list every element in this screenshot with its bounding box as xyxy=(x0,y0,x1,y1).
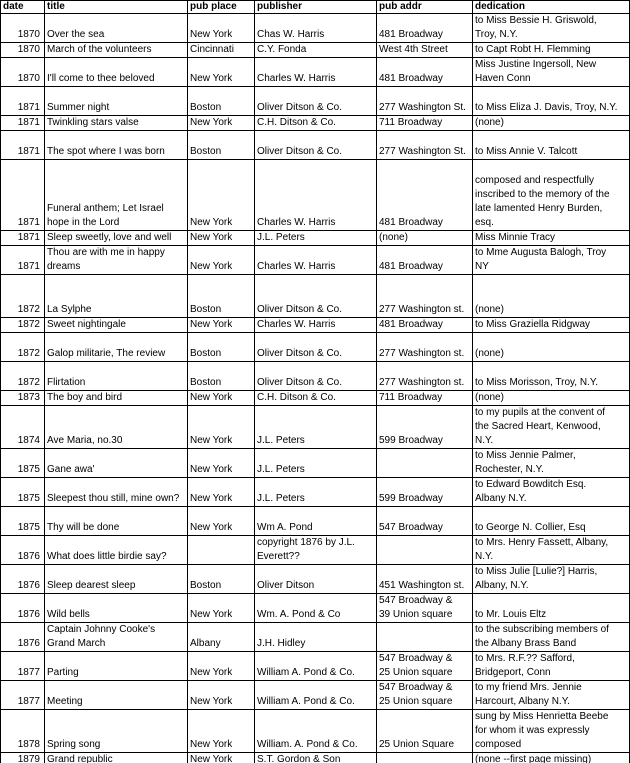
cell-publisher[interactable]: Oliver Ditson & Co. xyxy=(255,333,377,362)
cell-dedication[interactable]: to Miss Eliza J. Davis, Troy, N.Y. xyxy=(473,87,630,116)
cell-pub-place[interactable]: Cincinnati xyxy=(188,43,255,58)
cell-pub-addr[interactable]: 277 Washington St. xyxy=(377,87,473,116)
cell-dedication[interactable]: Miss Minnie Tracy xyxy=(473,231,630,246)
cell-pub-addr[interactable] xyxy=(377,449,473,478)
table-row xyxy=(1,333,630,362)
table-body xyxy=(1,14,630,763)
cell-pub-place[interactable]: New York xyxy=(188,652,255,681)
cell-pub-place[interactable]: New York xyxy=(188,594,255,623)
table-row xyxy=(1,565,630,594)
cell-date[interactable]: 1870 xyxy=(1,14,45,43)
cell-pub-addr[interactable]: 277 Washington St. xyxy=(377,131,473,160)
header-date[interactable]: date xyxy=(1,1,45,14)
cell-dedication[interactable]: to my friend Mrs. Jennie Harcourt, Albany N.Y. xyxy=(473,681,630,710)
cell-date[interactable]: 1875 xyxy=(1,507,45,536)
cell-pub-addr[interactable]: 277 Washington st. xyxy=(377,362,473,391)
cell-pub-place[interactable]: New York xyxy=(188,507,255,536)
table-row xyxy=(1,362,630,391)
table-row xyxy=(1,536,630,565)
cell-pub-addr[interactable]: West 4th Street xyxy=(377,43,473,58)
cell-date[interactable]: 1879 xyxy=(1,753,45,763)
cell-pub-addr[interactable]: 481 Broadway xyxy=(377,58,473,87)
cell-publisher[interactable]: Oliver Ditson xyxy=(255,565,377,594)
cell-pub-addr[interactable]: 547 Broadway & 25 Union square xyxy=(377,681,473,710)
cell-pub-place[interactable]: New York xyxy=(188,478,255,507)
cell-date[interactable]: 1871 xyxy=(1,116,45,131)
cell-dedication[interactable]: to Miss Morisson, Troy, N.Y. xyxy=(473,362,630,391)
cell-title[interactable]: La Sylphe xyxy=(45,275,188,318)
cell-pub-place[interactable]: New York xyxy=(188,753,255,763)
cell-dedication[interactable]: (none) xyxy=(473,333,630,362)
cell-pub-addr[interactable]: 547 Broadway & 39 Union square xyxy=(377,594,473,623)
cell-date[interactable]: 1871 xyxy=(1,246,45,275)
cell-dedication[interactable]: (none) xyxy=(473,391,630,406)
cell-title[interactable]: Spring song xyxy=(45,710,188,753)
cell-pub-addr[interactable] xyxy=(377,753,473,763)
cell-title[interactable]: Captain Johnny Cooke's Grand March xyxy=(45,623,188,652)
cell-pub-place[interactable]: New York xyxy=(188,246,255,275)
cell-title[interactable]: Ave Maria, no.30 xyxy=(45,406,188,449)
cell-pub-place[interactable]: New York xyxy=(188,14,255,43)
cell-date[interactable]: 1876 xyxy=(1,565,45,594)
cell-publisher[interactable]: Oliver Ditson & Co. xyxy=(255,275,377,318)
cell-publisher[interactable]: Oliver Ditson & Co. xyxy=(255,362,377,391)
cell-title[interactable]: Funeral anthem; Let Israel hope in the Lord xyxy=(45,160,188,231)
cell-title[interactable]: Wild bells xyxy=(45,594,188,623)
cell-pub-place[interactable]: Albany xyxy=(188,623,255,652)
cell-pub-place[interactable] xyxy=(188,536,255,565)
cell-dedication[interactable]: to George N. Collier, Esq xyxy=(473,507,630,536)
cell-title[interactable]: Sleepest thou still, mine own? xyxy=(45,478,188,507)
cell-date[interactable]: 1874 xyxy=(1,406,45,449)
cell-dedication[interactable]: to Mrs. Henry Fassett, Albany, N.Y. xyxy=(473,536,630,565)
header-title[interactable]: title xyxy=(45,1,188,14)
cell-pub-place[interactable]: Boston xyxy=(188,275,255,318)
cell-title[interactable]: Sleep sweetly, love and well xyxy=(45,231,188,246)
cell-publisher[interactable]: J.L. Peters xyxy=(255,478,377,507)
cell-pub-addr[interactable]: 277 Washington st. xyxy=(377,333,473,362)
header-publisher[interactable]: publisher xyxy=(255,1,377,14)
cell-publisher[interactable]: Chas W. Harris xyxy=(255,14,377,43)
cell-publisher[interactable]: C.H. Ditson & Co. xyxy=(255,391,377,406)
table-row xyxy=(1,449,630,478)
cell-date[interactable]: 1872 xyxy=(1,318,45,333)
cell-date[interactable]: 1876 xyxy=(1,594,45,623)
cell-date[interactable]: 1875 xyxy=(1,478,45,507)
cell-date[interactable]: 1871 xyxy=(1,231,45,246)
cell-date[interactable]: 1871 xyxy=(1,131,45,160)
cell-date[interactable]: 1876 xyxy=(1,536,45,565)
cell-title[interactable]: Sleep dearest sleep xyxy=(45,565,188,594)
cell-publisher[interactable]: William A. Pond & Co. xyxy=(255,652,377,681)
cell-title[interactable]: Thou are with me in happy dreams xyxy=(45,246,188,275)
cell-title[interactable]: Grand republic xyxy=(45,753,188,763)
cell-dedication[interactable]: to Miss Bessie H. Griswold, Troy, N.Y. xyxy=(473,14,630,43)
cell-date[interactable]: 1875 xyxy=(1,449,45,478)
cell-dedication[interactable]: to Mr. Louis Eltz xyxy=(473,594,630,623)
cell-dedication[interactable]: to my pupils at the convent of the Sacred Heart, Kenwood, N.Y. xyxy=(473,406,630,449)
cell-publisher[interactable]: Charles W. Harris xyxy=(255,246,377,275)
cell-dedication[interactable]: to Miss Jennie Palmer, Rochester, N.Y. xyxy=(473,449,630,478)
cell-pub-place[interactable]: New York xyxy=(188,391,255,406)
table-row xyxy=(1,58,630,87)
cell-title[interactable]: I'll come to thee beloved xyxy=(45,58,188,87)
cell-publisher[interactable]: Charles W. Harris xyxy=(255,58,377,87)
cell-title[interactable]: Summer night xyxy=(45,87,188,116)
cell-pub-addr[interactable]: (none) xyxy=(377,231,473,246)
table-row xyxy=(1,507,630,536)
cell-publisher[interactable]: C.H. Ditson & Co. xyxy=(255,116,377,131)
header-dedication[interactable]: dedication xyxy=(473,1,630,14)
cell-publisher[interactable]: Oliver Ditson & Co. xyxy=(255,131,377,160)
cell-date[interactable]: 1877 xyxy=(1,652,45,681)
cell-date[interactable]: 1873 xyxy=(1,391,45,406)
cell-title[interactable]: Galop militarie, The review xyxy=(45,333,188,362)
cell-pub-addr[interactable]: 547 Broadway & 25 Union square xyxy=(377,652,473,681)
table-row xyxy=(1,275,630,318)
cell-date[interactable]: 1871 xyxy=(1,160,45,231)
cell-pub-addr[interactable]: 481 Broadway xyxy=(377,318,473,333)
cell-pub-place[interactable]: New York xyxy=(188,449,255,478)
cell-pub-place[interactable]: New York xyxy=(188,406,255,449)
cell-title[interactable]: The spot where I was born xyxy=(45,131,188,160)
cell-date[interactable]: 1877 xyxy=(1,681,45,710)
cell-publisher[interactable]: J.L. Peters xyxy=(255,231,377,246)
cell-pub-addr[interactable]: 451 Washington st. xyxy=(377,565,473,594)
table-row xyxy=(1,14,630,43)
cell-pub-place[interactable]: New York xyxy=(188,318,255,333)
cell-pub-addr[interactable]: 711 Broadway xyxy=(377,116,473,131)
cell-publisher[interactable]: William A. Pond & Co. xyxy=(255,681,377,710)
cell-pub-place[interactable]: New York xyxy=(188,710,255,753)
cell-pub-addr[interactable]: 599 Broadway xyxy=(377,406,473,449)
cell-pub-place[interactable]: New York xyxy=(188,160,255,231)
cell-date[interactable]: 1872 xyxy=(1,362,45,391)
cell-dedication[interactable]: composed and respectfully inscribed to the memory of the late lamented Henry Burden, esq. xyxy=(473,160,630,231)
cell-pub-addr[interactable]: 711 Broadway xyxy=(377,391,473,406)
cell-dedication[interactable]: to the subscribing members of the Albany Brass Band xyxy=(473,623,630,652)
cell-date[interactable]: 1872 xyxy=(1,333,45,362)
table-row xyxy=(1,391,630,406)
cell-title[interactable]: Meeting xyxy=(45,681,188,710)
cell-dedication[interactable]: (none) xyxy=(473,275,630,318)
header-pub-addr[interactable]: pub addr xyxy=(377,1,473,14)
cell-publisher[interactable]: Charles W. Harris xyxy=(255,160,377,231)
table-row xyxy=(1,652,630,681)
cell-pub-addr[interactable]: 599 Broadway xyxy=(377,478,473,507)
header-pub-place[interactable]: pub place xyxy=(188,1,255,14)
cell-pub-place[interactable]: Boston xyxy=(188,131,255,160)
cell-dedication[interactable]: (none --first page missing) xyxy=(473,753,630,763)
table-row xyxy=(1,594,630,623)
table-row xyxy=(1,318,630,333)
cell-pub-addr[interactable] xyxy=(377,536,473,565)
cell-title[interactable]: Flirtation xyxy=(45,362,188,391)
cell-dedication[interactable]: to Mme Augusta Balogh, Troy NY xyxy=(473,246,630,275)
cell-pub-addr[interactable]: 277 Washington st. xyxy=(377,275,473,318)
cell-pub-addr[interactable] xyxy=(377,623,473,652)
cell-title[interactable]: Thy will be done xyxy=(45,507,188,536)
cell-publisher[interactable]: copyright 1876 by J.L. Everett?? xyxy=(255,536,377,565)
table-row xyxy=(1,478,630,507)
cell-date[interactable]: 1878 xyxy=(1,710,45,753)
cell-title[interactable]: Over the sea xyxy=(45,14,188,43)
cell-pub-addr[interactable]: 481 Broadway xyxy=(377,14,473,43)
table-row xyxy=(1,710,630,753)
cell-title[interactable]: The boy and bird xyxy=(45,391,188,406)
cell-pub-place[interactable]: Boston xyxy=(188,333,255,362)
cell-pub-place[interactable]: Boston xyxy=(188,362,255,391)
cell-publisher[interactable]: Wm A. Pond xyxy=(255,507,377,536)
table-row xyxy=(1,87,630,116)
cell-publisher[interactable]: J.H. Hidley xyxy=(255,623,377,652)
cell-dedication[interactable]: to Miss Graziella Ridgway xyxy=(473,318,630,333)
cell-title[interactable]: Gane awa' xyxy=(45,449,188,478)
cell-title[interactable]: Parting xyxy=(45,652,188,681)
table-row xyxy=(1,43,630,58)
cell-dedication[interactable]: to Miss Annie V. Talcott xyxy=(473,131,630,160)
cell-date[interactable]: 1870 xyxy=(1,43,45,58)
cell-publisher[interactable]: William. A. Pond & Co. xyxy=(255,710,377,753)
cell-publisher[interactable]: J.L. Peters xyxy=(255,406,377,449)
table-row xyxy=(1,753,630,763)
table-row xyxy=(1,623,630,652)
cell-pub-place[interactable]: Boston xyxy=(188,87,255,116)
cell-publisher[interactable]: S.T. Gordon & Son xyxy=(255,753,377,763)
cell-publisher[interactable]: Oliver Ditson & Co. xyxy=(255,87,377,116)
table-row xyxy=(1,131,630,160)
cell-title[interactable]: Twinkling stars valse xyxy=(45,116,188,131)
table-row xyxy=(1,406,630,449)
table-row xyxy=(1,246,630,275)
cell-title[interactable]: Sweet nightingale xyxy=(45,318,188,333)
cell-date[interactable]: 1872 xyxy=(1,275,45,318)
cell-publisher[interactable]: C.Y. Fonda xyxy=(255,43,377,58)
cell-publisher[interactable]: Wm. A. Pond & Co xyxy=(255,594,377,623)
cell-date[interactable]: 1876 xyxy=(1,623,45,652)
cell-dedication[interactable]: Miss Justine Ingersoll, New Haven Conn xyxy=(473,58,630,87)
cell-pub-place[interactable]: New York xyxy=(188,681,255,710)
cell-publisher[interactable]: J.L. Peters xyxy=(255,449,377,478)
cell-date[interactable]: 1871 xyxy=(1,87,45,116)
cell-date[interactable]: 1870 xyxy=(1,58,45,87)
table-row xyxy=(1,160,630,231)
cell-dedication[interactable]: to Capt Robt H. Flemming xyxy=(473,43,630,58)
cell-dedication[interactable]: to Edward Bowditch Esq. Albany N.Y. xyxy=(473,478,630,507)
cell-publisher[interactable]: Charles W. Harris xyxy=(255,318,377,333)
header-row xyxy=(1,1,630,14)
table-row xyxy=(1,116,630,131)
cell-title[interactable]: March of the volunteers xyxy=(45,43,188,58)
cell-pub-place[interactable]: New York xyxy=(188,231,255,246)
cell-dedication[interactable]: sung by Miss Henrietta Beebe for whom it was expressly composed xyxy=(473,710,630,753)
cell-pub-addr[interactable]: 547 Broadway xyxy=(377,507,473,536)
cell-title[interactable]: What does little birdie say? xyxy=(45,536,188,565)
cell-pub-place[interactable]: New York xyxy=(188,58,255,87)
cell-dedication[interactable]: to Miss Julie [Lulie?] Harris, Albany, N.Y. xyxy=(473,565,630,594)
table-row xyxy=(1,231,630,246)
table-row xyxy=(1,681,630,710)
cell-pub-place[interactable]: New York xyxy=(188,116,255,131)
cell-pub-addr[interactable]: 481 Broadway xyxy=(377,246,473,275)
cell-pub-addr[interactable]: 25 Union Square xyxy=(377,710,473,753)
cell-dedication[interactable]: (none) xyxy=(473,116,630,131)
cell-dedication[interactable]: to Mrs. R.F.?? Safford, Bridgeport, Conn xyxy=(473,652,630,681)
cell-pub-addr[interactable]: 481 Broadway xyxy=(377,160,473,231)
cell-pub-place[interactable]: Boston xyxy=(188,565,255,594)
